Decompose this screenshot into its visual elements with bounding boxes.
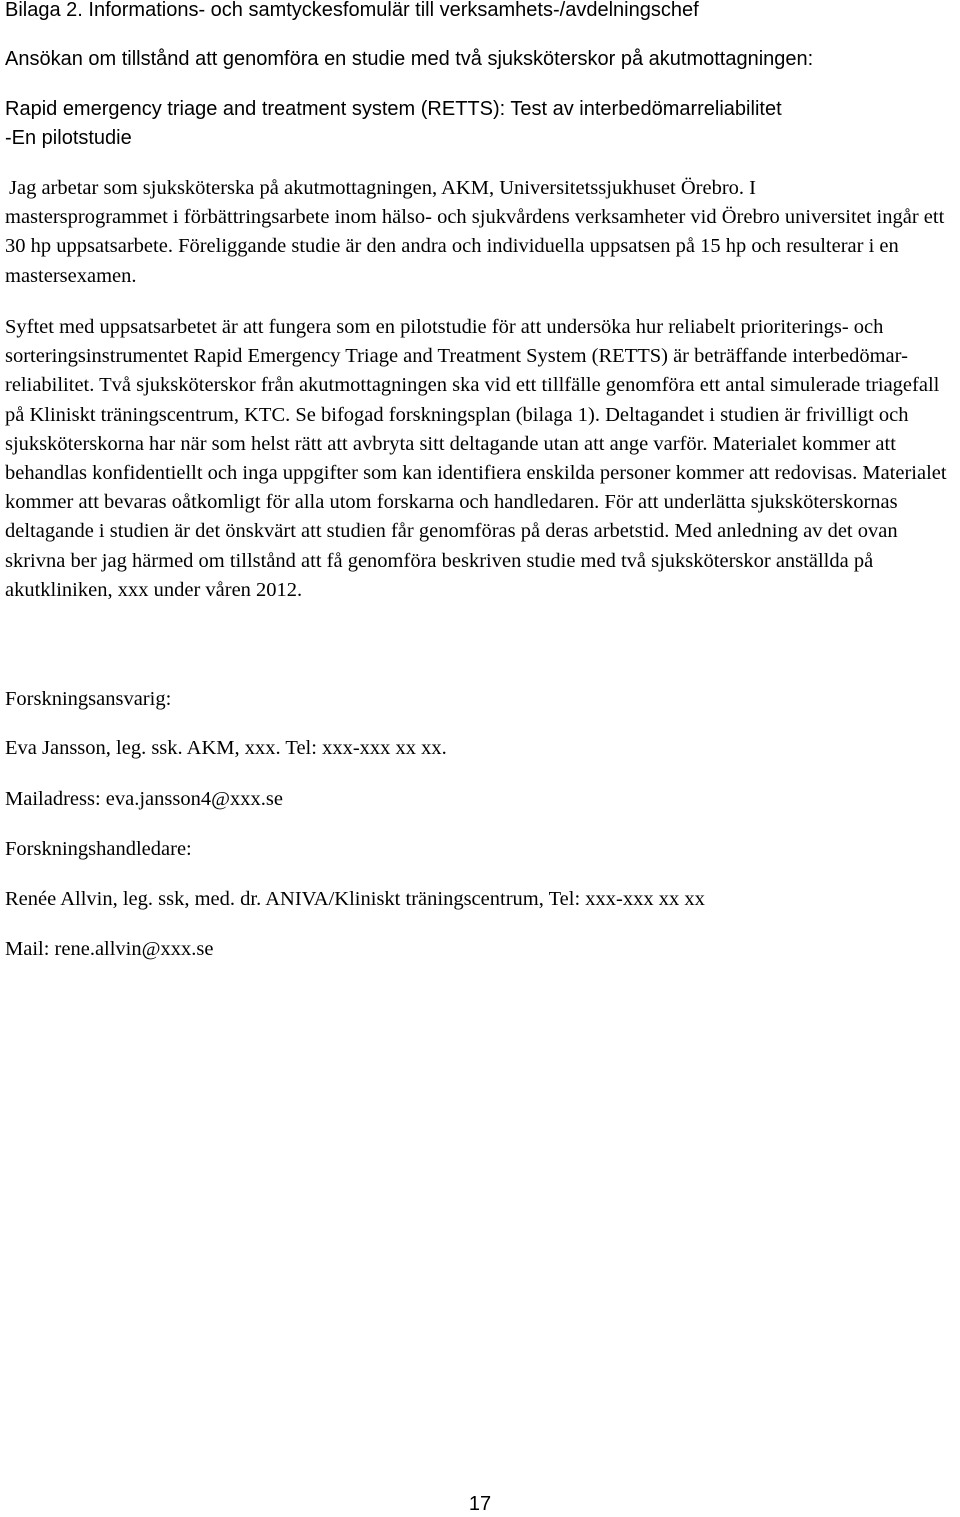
- supervisor-label: Forskningshandledare:: [5, 838, 192, 860]
- supervisor-details: Renée Allvin, leg. ssk, med. dr. ANIVA/Kliniskt träningscentrum, Tel: xxx-xxx xx xx: [5, 888, 705, 910]
- research-lead-details: Eva Jansson, leg. ssk. AKM, xxx. Tel: xxx-xxx xx xx.: [5, 737, 447, 759]
- intro-rest: mastersprogrammet i förbättringsarbete inom hälso- och sjukvårdens verksamheter vid Örebro universitet ingår ett 30 hp uppsatsarbete. Föreliggande studie är den andra och individuella uppsatsen på 15 hp och resulterar i en mastersexamen.: [5, 206, 945, 287]
- supervisor-email: Mail: rene.allvin@xxx.se: [5, 938, 214, 960]
- page-number: 17: [468, 1493, 492, 1515]
- research-lead-label: Forskningsansvarig:: [5, 688, 172, 710]
- application-title: Ansökan om tillstånd att genomföra en studie med två sjuksköterskor på akutmottagningen:: [5, 48, 814, 70]
- intro-first-line: Jag arbetar som sjuksköterska på akutmottagningen, AKM, Universitetssjukhuset Örebro. I: [9, 177, 756, 199]
- research-lead-email: Mailadress: eva.jansson4@xxx.se: [5, 788, 283, 810]
- study-subtitle: -En pilotstudie: [5, 127, 132, 149]
- body-paragraph: Syftet med uppsatsarbetet är att fungera som en pilotstudie för att undersöka hur reliabelt prioriterings- och sorteringsinstrumentet Rapid Emergency Triage and Treatment System (RETTS) är beträffande interbedömar-reliabilitet. Två sjuksköterskor från akutmottagningen ska vid ett tillfälle genomföra ett antal simulerade triagefall på Kliniskt träningscentrum, KTC. Se bifogad forskningsplan (bilaga 1). Deltagandet i studien är frivilligt och sjuksköterskorna har när som helst rätt att avbryta sitt deltagande utan att ange varför. Materialet kommer att behandlas konfidentiellt och inga uppgifter som kan identifiera enskilda personer kommer att redovisas. Materialet kommer att bevaras oåtkomligt för alla utom forskarna och handledaren. För att underlätta sjuksköterskornas deltagande i studien är det önskvärt att studien får genomföras på deras arbetstid. Med anledning av det ovan skrivna ber jag härmed om tillstånd att få genomföra beskriven studie med två sjuksköterskor anställda på akutkliniken, xxx under våren 2012.: [5, 316, 947, 601]
- study-title: Rapid emergency triage and treatment system (RETTS): Test av interbedömarreliabilitet: [5, 98, 782, 120]
- appendix-title: Bilaga 2. Informations- och samtyckesfomulär till verksamhets-/avdelningschef: [5, 0, 699, 21]
- intro-paragraph: [5, 174, 955, 291]
